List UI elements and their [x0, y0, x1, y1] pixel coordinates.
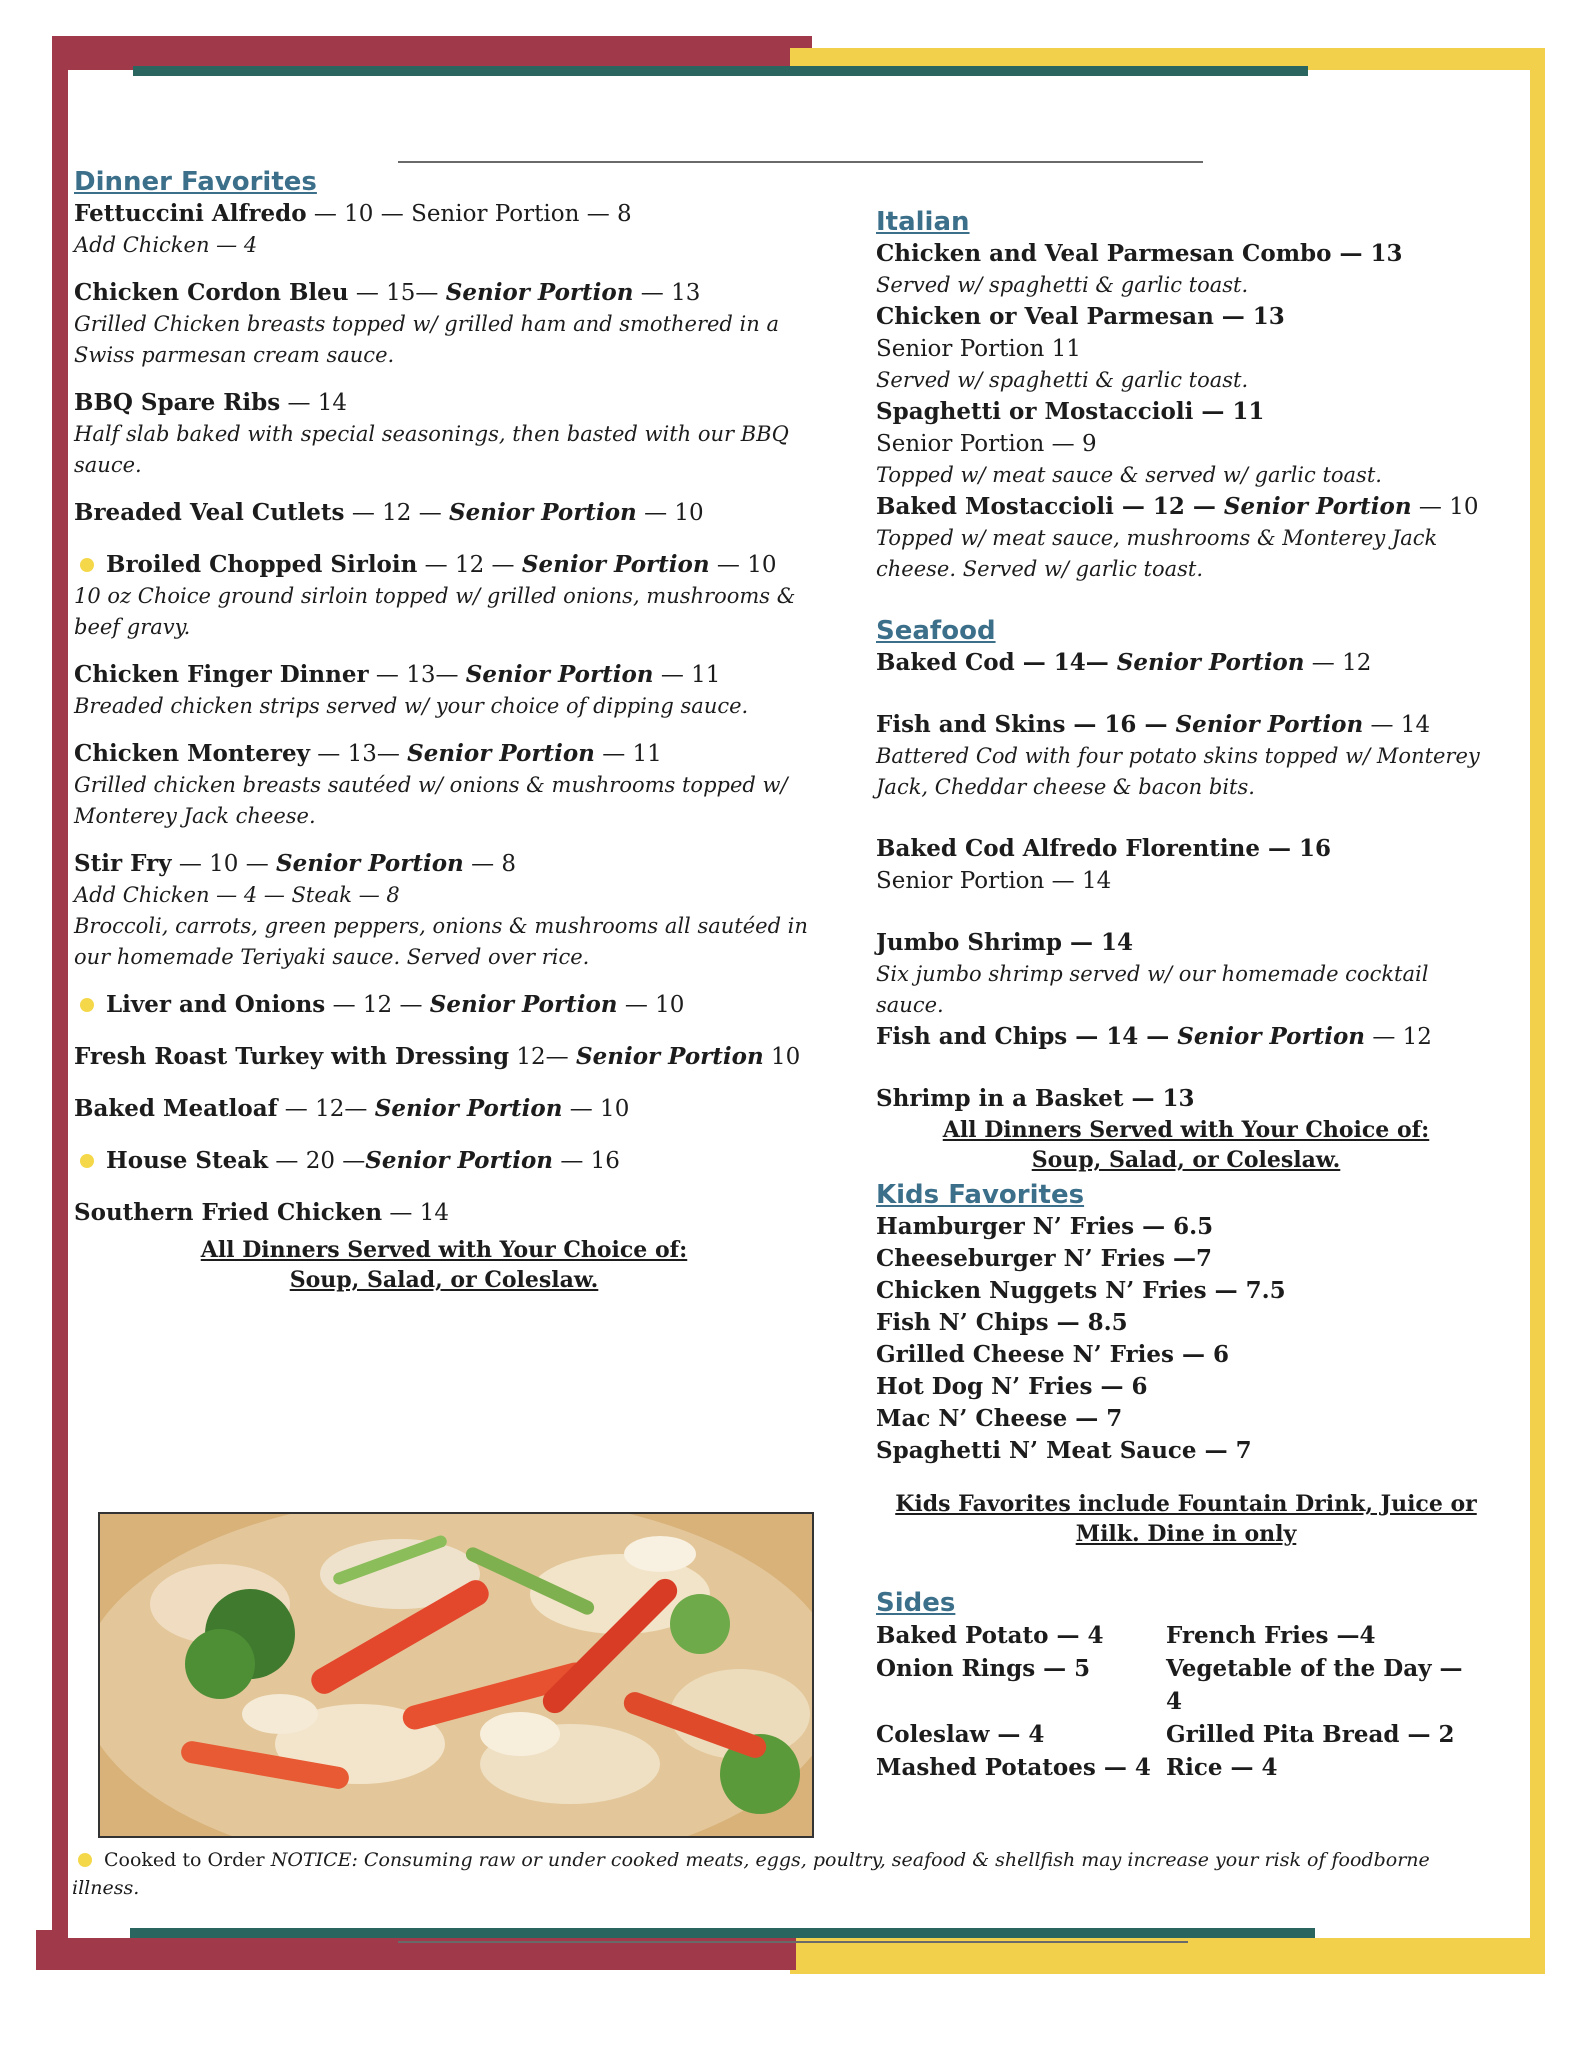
- item-description: Served w/ spaghetti & garlic toast.: [876, 368, 1249, 392]
- item-name: Chicken Monterey: [74, 740, 310, 767]
- menu-item: [74, 1145, 834, 1177]
- senior-price: — 8: [463, 851, 517, 877]
- dinners-notice-line-1: All Dinners Served with Your Choice of:: [200, 1237, 688, 1263]
- menu-item: [74, 738, 834, 770]
- senior-price: — 10: [617, 992, 685, 1018]
- item-name: Baked Meatloaf: [74, 1095, 278, 1122]
- top-teal-rule: [133, 66, 1308, 76]
- item-price: — 12 —: [325, 992, 430, 1018]
- seafood-notice-line-1: All Dinners Served with Your Choice of:: [942, 1117, 1430, 1143]
- side-item: Baked Potato — 4: [876, 1622, 1104, 1649]
- senior-price: — 10: [636, 500, 704, 526]
- senior-portion-label: Senior Portion: [429, 991, 618, 1018]
- item-description: 10 oz Choice ground sirloin topped w/ grilled onions, mushrooms & beef gravy.: [74, 584, 796, 639]
- senior-portion-label: Senior Portion: [365, 1147, 554, 1174]
- kids-item: Mac N’ Cheese — 7: [876, 1405, 1123, 1432]
- stir-fry-photo: [98, 1512, 814, 1838]
- menu-item: [876, 647, 1496, 679]
- senior-portion-label: Senior Portion: [449, 499, 637, 526]
- menu-item: [876, 927, 1496, 959]
- senior-portion-label: Senior Portion: [576, 1043, 764, 1070]
- senior-portion-label: Senior Portion: [465, 661, 654, 688]
- item-name: Fresh Roast Turkey with Dressing: [74, 1043, 510, 1070]
- item-name: Fettuccini Alfredo: [74, 200, 307, 227]
- kids-item: Cheeseburger N’ Fries —7: [876, 1245, 1213, 1272]
- menu-item: [74, 659, 834, 691]
- item-price: — 15—: [348, 280, 446, 306]
- item-name: Shrimp in a Basket — 13: [876, 1085, 1195, 1112]
- kids-favorites-heading: Kids Favorites: [876, 1180, 1085, 1210]
- senior-portion-label: Senior Portion: [411, 201, 580, 227]
- item-description: Served w/ spaghetti & garlic toast.: [876, 273, 1249, 297]
- notice-text: NOTICE: Consuming raw or under cooked meats, eggs, poultry, seafood & shellfish may increase your risk of foodborne illness.: [72, 1849, 1430, 1899]
- item-description: Six jumbo shrimp served w/ our homemade cocktail sauce.: [876, 962, 1429, 1017]
- item-name: Jumbo Shrimp — 14: [876, 929, 1133, 956]
- kids-notice-line-1: Kids Favorites include Fountain Drink, Juice or: [895, 1491, 1477, 1517]
- item-name: House Steak: [106, 1147, 269, 1174]
- item-name: Spaghetti or Mostaccioli — 11: [876, 398, 1265, 425]
- item-name: Chicken Cordon Bleu: [74, 279, 349, 306]
- senior-portion-label: Senior Portion: [1116, 649, 1305, 676]
- kids-item: Fish N’ Chips — 8.5: [876, 1309, 1128, 1336]
- menu-item: [876, 301, 1496, 333]
- senior-portion-label: Senior Portion — 14: [876, 868, 1112, 894]
- seafood-heading: Seafood: [876, 616, 996, 646]
- senior-price: — 10: [709, 552, 777, 578]
- cooked-to-order-label: Cooked to Order: [104, 1849, 271, 1871]
- item-description: Battered Cod with four potato skins topped w/ Monterey Jack, Cheddar cheese & bacon bits.: [876, 744, 1480, 799]
- menu-item: [876, 833, 1496, 865]
- side-item: French Fries —4: [1166, 1622, 1376, 1649]
- kids-notice-line-2: Milk. Dine in only: [1075, 1521, 1297, 1547]
- kids-item: Hot Dog N’ Fries — 6: [876, 1373, 1148, 1400]
- item-description: Grilled Chicken breasts topped w/ grilled ham and smothered in a Swiss parmesan cream sauce.: [74, 312, 779, 367]
- bottom-teal-rule: [130, 1928, 1315, 1938]
- item-name: Chicken and Veal Parmesan Combo — 13: [876, 240, 1403, 267]
- top-divider: [398, 161, 1203, 163]
- senior-portion-label: Senior Portion: [374, 1095, 563, 1122]
- item-name: Liver and Onions: [106, 991, 326, 1018]
- menu-item: [74, 497, 834, 529]
- item-description: Broccoli, carrots, green peppers, onions & mushrooms all sautéed in our homemade Teriyaki sauce. Served over rice.: [74, 914, 808, 969]
- item-price: — 13—: [368, 662, 466, 688]
- item-price: — 14: [280, 390, 348, 416]
- senior-portion-label: Senior Portion 11: [876, 336, 1081, 362]
- senior-price: — 10: [562, 1096, 630, 1122]
- item-name: Fish and Skins — 16 —: [876, 711, 1176, 738]
- italian-heading: Italian: [876, 207, 970, 237]
- cooked-to-order-bullet-icon: [80, 998, 94, 1012]
- menu-item: [74, 198, 834, 230]
- senior-price: — 10: [1411, 494, 1479, 520]
- item-name: Chicken or Veal Parmesan — 13: [876, 303, 1285, 330]
- side-item: Rice — 4: [1166, 1754, 1278, 1781]
- sides-heading: Sides: [876, 1588, 956, 1618]
- item-description: Topped w/ meat sauce, mushrooms & Monterey Jack cheese. Served w/ garlic toast.: [876, 526, 1438, 581]
- menu-item: [74, 387, 834, 419]
- item-price: — 12—: [277, 1096, 375, 1122]
- menu-item: [74, 1197, 834, 1229]
- item-name: Baked Cod — 14—: [876, 649, 1117, 676]
- item-name: Southern Fried Chicken: [74, 1199, 383, 1226]
- senior-portion-label: Senior Portion: [521, 551, 710, 578]
- menu-item: [74, 1093, 834, 1125]
- item-name: Baked Mostaccioli — 12 —: [876, 493, 1224, 520]
- item-name: Stir Fry: [74, 850, 172, 877]
- seafood-notice-line-2: Soup, Salad, or Coleslaw.: [1031, 1147, 1341, 1173]
- kids-item: Hamburger N’ Fries — 6.5: [876, 1213, 1214, 1240]
- senior-price: — 12: [1365, 1024, 1432, 1050]
- item-price: — 10 —: [171, 851, 277, 877]
- item-name: Fish and Chips — 14 —: [876, 1023, 1178, 1050]
- item-price: — 20 —: [268, 1148, 366, 1174]
- senior-portion-label: Senior Portion: [1175, 711, 1364, 738]
- kids-item: Chicken Nuggets N’ Fries — 7.5: [876, 1277, 1286, 1304]
- senior-price: — 8: [579, 201, 632, 227]
- item-price: — 14: [382, 1200, 449, 1226]
- item-price: — 10 —: [306, 201, 412, 227]
- senior-price: — 11: [653, 662, 721, 688]
- senior-price: — 13: [633, 280, 701, 306]
- kids-item: Spaghetti N’ Meat Sauce — 7: [876, 1437, 1252, 1464]
- senior-portion-label: Senior Portion: [407, 740, 595, 767]
- senior-price: — 11: [594, 741, 662, 767]
- senior-price: — 12: [1304, 650, 1372, 676]
- menu-item: [876, 1021, 1496, 1053]
- dinners-notice-line-2: Soup, Salad, or Coleslaw.: [289, 1267, 599, 1293]
- senior-portion-label: Senior Portion: [445, 279, 634, 306]
- menu-item: [74, 848, 834, 880]
- item-name: Breaded Veal Cutlets: [74, 499, 345, 526]
- sides-list: [876, 1619, 1496, 1784]
- senior-portion-label: Senior Portion: [276, 850, 464, 877]
- side-item: Vegetable of the Day — 4: [1166, 1655, 1463, 1715]
- dinner-favorites-heading: Dinner Favorites: [74, 167, 317, 197]
- menu-item: [74, 989, 834, 1021]
- senior-portion-label: Senior Portion: [1223, 493, 1412, 520]
- bottom-divider: [398, 1941, 1188, 1943]
- item-name: BBQ Spare Ribs: [74, 389, 281, 416]
- menu-item: [876, 491, 1496, 523]
- item-price: — 13—: [309, 741, 408, 767]
- item-description: Topped w/ meat sauce & served w/ garlic toast.: [876, 463, 1382, 487]
- menu-item: [876, 1083, 1496, 1115]
- dinner-favorites-column: [74, 166, 834, 1295]
- item-price: 12—: [509, 1044, 576, 1070]
- menu-item: [74, 549, 834, 581]
- item-name: Broiled Chopped Sirloin: [106, 551, 418, 578]
- item-price: — 12 —: [344, 500, 450, 526]
- item-description: Grilled chicken breasts sautéed w/ onions & mushrooms topped w/ Monterey Jack cheese.: [74, 773, 788, 828]
- food-safety-notice: [72, 1846, 1492, 1902]
- side-item: Onion Rings — 5: [876, 1655, 1091, 1682]
- item-extra: Add Chicken — 4 — Steak — 8: [74, 883, 400, 907]
- menu-item: [876, 238, 1496, 270]
- kids-item: Grilled Cheese N’ Fries — 6: [876, 1341, 1229, 1368]
- cooked-to-order-bullet-icon: [80, 558, 94, 572]
- item-name: Baked Cod Alfredo Florentine — 16: [876, 835, 1332, 862]
- stir-fry-illustration: [100, 1514, 812, 1836]
- right-column: [876, 206, 1496, 1784]
- senior-price: — 14: [1363, 712, 1431, 738]
- senior-price: — 16: [553, 1148, 620, 1174]
- side-item: Grilled Pita Bread — 2: [1166, 1721, 1455, 1748]
- item-description: Breaded chicken strips served w/ your choice of dipping sauce.: [74, 694, 749, 718]
- side-item: Mashed Potatoes — 4: [876, 1754, 1151, 1781]
- item-extra: Add Chicken — 4: [74, 233, 258, 257]
- menu-item: [876, 396, 1496, 428]
- item-price: — 12 —: [417, 552, 522, 578]
- side-item: Coleslaw — 4: [876, 1721, 1045, 1748]
- senior-portion-label: Senior Portion: [1177, 1023, 1366, 1050]
- cooked-to-order-bullet-icon: [80, 1154, 94, 1168]
- menu-item: [876, 709, 1496, 741]
- item-name: Chicken Finger Dinner: [74, 661, 369, 688]
- cooked-to-order-bullet-icon: [78, 1853, 92, 1867]
- senior-price: 10: [763, 1044, 801, 1070]
- senior-portion-label: Senior Portion — 9: [876, 431, 1097, 457]
- item-description: Half slab baked with special seasonings, then basted with our BBQ sauce.: [74, 422, 789, 477]
- menu-item: [74, 1041, 834, 1073]
- menu-item: [74, 277, 834, 309]
